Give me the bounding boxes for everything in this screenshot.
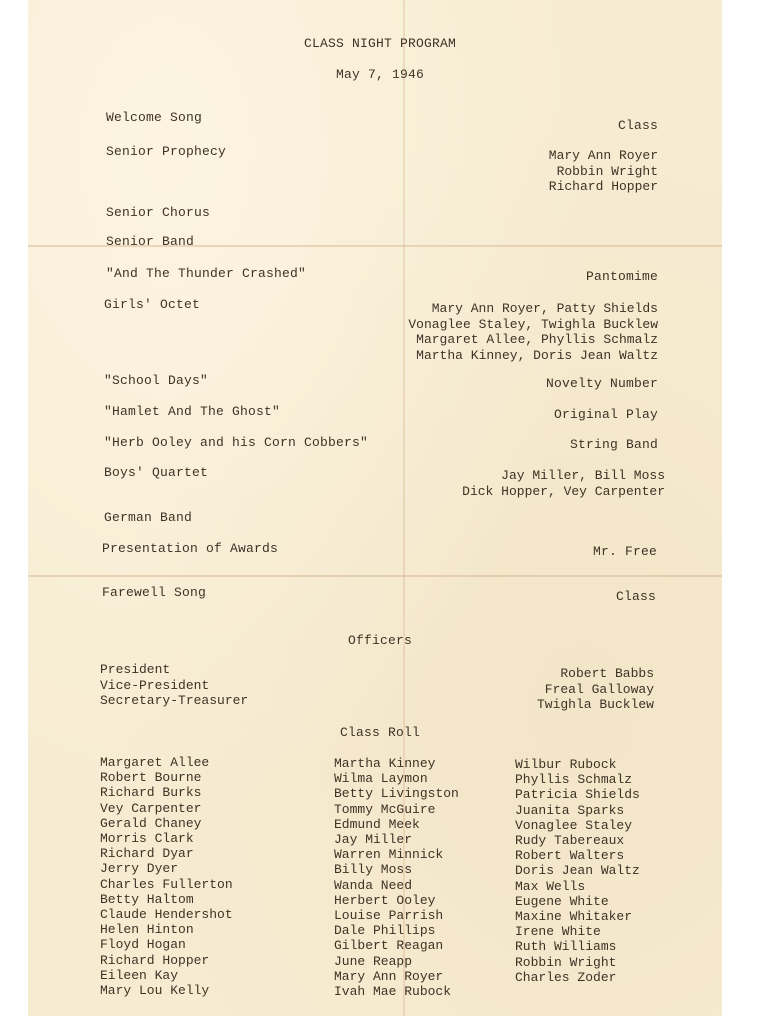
program-performer: Mary Ann Royer Robbin Wright Richard Hopper xyxy=(548,148,658,194)
officer-names: Robert Babbs Freal Galloway Twighla Bucklew xyxy=(536,666,654,712)
class-roll-column-3: Wilbur Rubock Phyllis Schmalz Patricia Shields Juanita Sparks Vonaglee Staley Rudy Tabereaux Robert Walters Doris Jean Waltz Max Wells Eugene White Maxine Whitaker Irene White Ruth Williams Robbin Wright Charles Zoder xyxy=(515,757,640,985)
class-roll-heading: Class Roll xyxy=(339,725,420,740)
class-roll-column-2: Martha Kinney Wilma Laymon Betty Livingston Tommy McGuire Edmund Meek Jay Miller Warren Minnick Billy Moss Wanda Need Herbert Ooley Louise Parrish Dale Phillips Gilbert Reagan June Reapp Mary Ann Royer Ivah Mae Rubock xyxy=(334,756,459,1000)
program-performer: Novelty Number xyxy=(545,376,658,391)
program-item: "Herb Ooley and his Corn Cobbers" xyxy=(104,435,369,450)
officers-heading: Officers xyxy=(347,633,412,648)
program-performer: Mary Ann Royer, Patty Shields Vonaglee Staley, Twighla Bucklew Margaret Allee, Phyllis Schmalz Martha Kinney, Doris Jean Waltz xyxy=(408,301,658,363)
program-item: Presentation of Awards xyxy=(102,541,279,556)
program-performer: String Band xyxy=(569,437,658,452)
program-item: "And The Thunder Crashed" xyxy=(106,266,307,281)
fold-line xyxy=(28,575,722,577)
program-performer: Jay Miller, Bill Moss Dick Hopper, Vey Carpenter xyxy=(462,468,665,499)
program-item: Senior Chorus xyxy=(106,205,211,220)
program-item: Senior Band xyxy=(106,234,195,249)
program-performer: Class xyxy=(617,118,658,133)
program-item: Farewell Song xyxy=(102,585,207,600)
program-item: Senior Prophecy xyxy=(106,144,227,159)
program-item: Boys' Quartet xyxy=(104,465,209,480)
program-item: "Hamlet And The Ghost" xyxy=(104,404,281,419)
program-item: Welcome Song xyxy=(106,110,203,125)
program-item: Girls' Octet xyxy=(104,297,201,312)
page-title: CLASS NIGHT PROGRAM xyxy=(303,36,457,51)
program-item: "School Days" xyxy=(104,373,209,388)
program-item: German Band xyxy=(104,510,193,525)
program-performer: Mr. Free xyxy=(592,544,657,559)
program-date: May 7, 1946 xyxy=(335,67,424,82)
officer-titles: President Vice-President Secretary-Treasurer xyxy=(100,662,249,708)
class-roll-column-1: Margaret Allee Robert Bourne Richard Burks Vey Carpenter Gerald Chaney Morris Clark Richard Dyar Jerry Dyer Charles Fullerton Betty Haltom Claude Hendershot Helen Hinton Floyd Hogan Richard Hopper Eileen Kay Mary Lou Kelly xyxy=(100,755,233,999)
program-performer: Original Play xyxy=(553,407,658,422)
program-performer: Pantomime xyxy=(585,269,658,284)
program-performer: Class xyxy=(615,589,656,604)
